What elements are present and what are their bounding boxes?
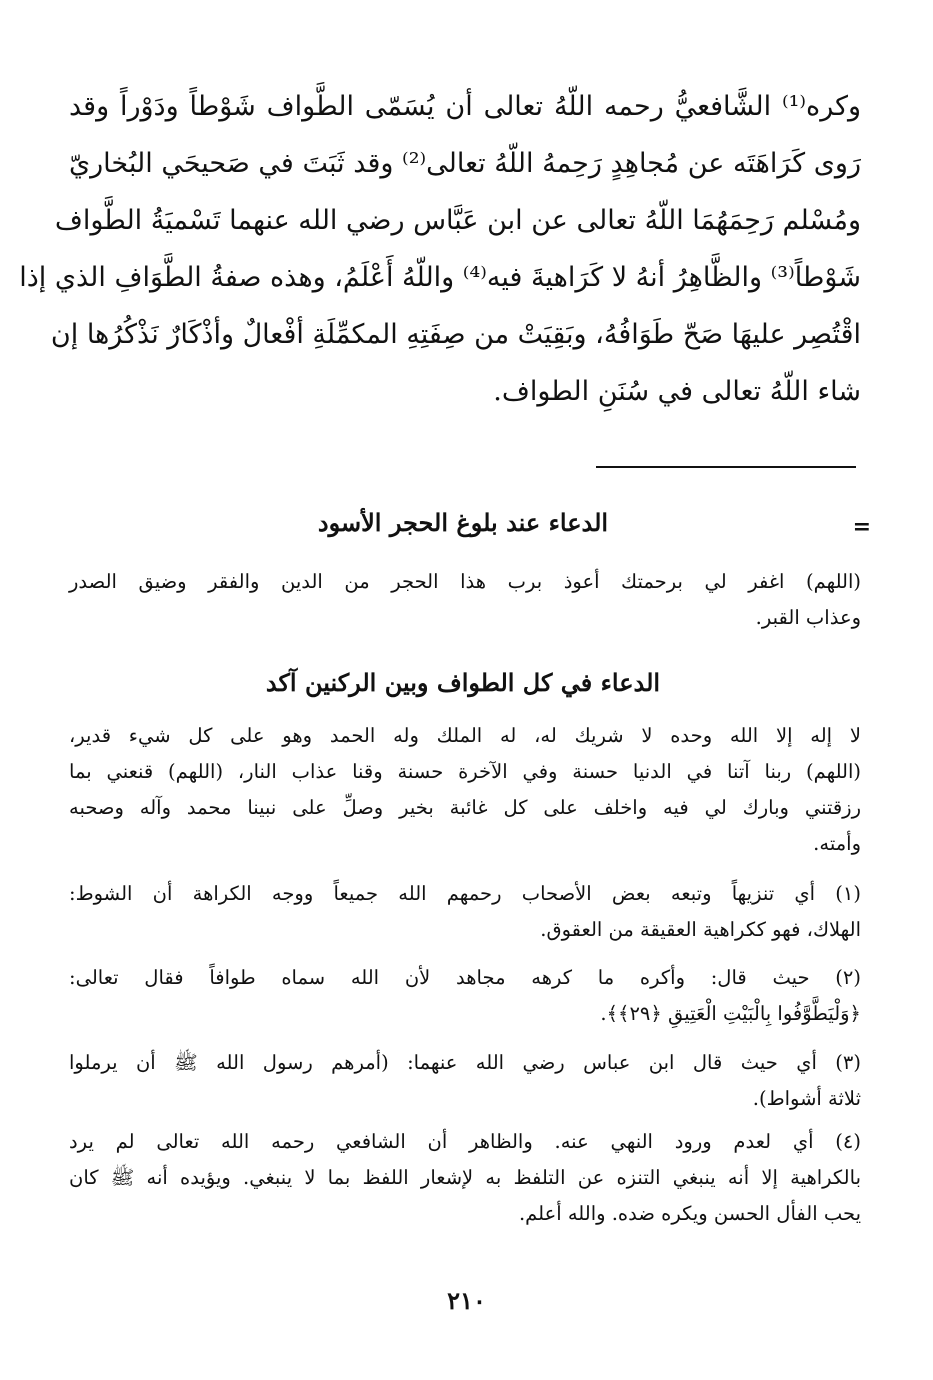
footnote-line: (٤) أي لعدم ورود النهي عنه. والظاهر أن الشافعي رحمه الله تعالى لم يرد xyxy=(69,1130,861,1153)
main-text-line: شَوْطاً⁽³⁾ والظَّاهِرُ أنهُ لا كَرَاهيةَ فيه⁽⁴⁾ واللّهُ أَعْلَمُ، وهذه صفةُ الطَّوَافِ الذي إذا xyxy=(19,262,861,293)
main-text-line: اقْتُصِر عليهَا صَحّ طَوَافُهُ، وبَقِيَتْ من صِفَتِهِ المكمِّلَةِ أفْعالٌ وأذْكَارٌ نَذْكُرُها إن xyxy=(50,319,861,350)
footnote-line: (٢) حيث قال: وأكره ما كرهه مجاهد لأن الله سماه طوافاً فقال تعالى: xyxy=(69,966,861,989)
dua-line: وعذاب القبر. xyxy=(755,606,861,629)
section-marker: = xyxy=(852,514,871,540)
dua-line: (اللهم) ربنا آتنا في الدنيا حسنة وفي الآخرة حسنة وقنا عذاب النار، (اللهم) قنعني بما xyxy=(69,760,861,783)
page-number: ٢١٠ xyxy=(447,1286,486,1315)
dua-line: (اللهم) اغفر لي برحمتك أعوذ برب هذا الحجر من الدين والفقر وضيق الصدر xyxy=(69,570,861,593)
main-text xyxy=(19,78,861,420)
footnote xyxy=(69,1124,861,1232)
footnote xyxy=(69,876,861,948)
dua-line: رزقتني وبارك لي فيه واخلف على كل غائبة بخير وصلِّ على نبينا محمد وآله وصحبه xyxy=(69,796,861,819)
main-text-line: ومُسْلم رَحِمَهُمَا اللّهُ تعالى عن ابن عَبَّاس رضي الله عنهما تَسْميَةُ الطَّواف xyxy=(54,205,861,236)
footnote-line: ﴿وَلْيَطَّوَّفُوا بِالْبَيْتِ الْعَتِيقِ ﴿٢٩﴾﴾. xyxy=(600,1002,861,1025)
footnote-line: (١) أي تنزيهاً وتبعه بعض الأصحاب رحمهم الله جميعاً ووجه الكراهة أن الشوط: xyxy=(69,882,861,905)
section-heading: الدعاء عند بلوغ الحجر الأسود xyxy=(317,508,609,537)
separator-line xyxy=(596,466,856,468)
section-heading: الدعاء في كل الطواف وبين الركنين آكد xyxy=(265,668,661,697)
footnote xyxy=(69,960,861,1032)
dua-line: لا إله إلا الله وحده لا شريك له، له الملك وله الحمد وهو على كل شيء قدير، xyxy=(69,724,861,747)
footnote-line: يحب الفأل الحسن ويكره ضده. والله أعلم. xyxy=(518,1202,861,1225)
footnote xyxy=(69,1045,861,1117)
footnote-line: الهلاك، فهو ككراهية العقيقة من العقوق. xyxy=(540,918,861,941)
footnote-line: بالكراهية إلا أنه ينبغي التنزه عن التلفظ به لإشعار اللفظ بما لا ينبغي. ويؤيده أنه ﷺ كان xyxy=(69,1166,861,1189)
main-text-line: شاء اللّهُ تعالى في سُنَنِ الطواف. xyxy=(493,376,861,407)
dua-tawaf xyxy=(69,718,861,862)
footnote-line: (٣) أي حيث قال ابن عباس رضي الله عنهما: (أمرهم رسول الله ﷺ أن يرملوا xyxy=(69,1051,861,1074)
main-text-line: وكره⁽¹⁾ الشَّافعيُّ رحمه اللّهُ تعالى أن يُسَمّى الطَّواف شَوْطاً ودَوْراً وقد xyxy=(69,91,861,122)
footnote-line: ثلاثة أشواط). xyxy=(752,1087,861,1110)
dua-black-stone xyxy=(69,564,861,636)
dua-line: وأمته. xyxy=(813,832,861,855)
main-text-line: رَوى كَرَاهَتَه عن مُجاهِدٍ رَحِمهُ اللّهُ تعالى⁽²⁾ وقد ثَبَتَ في صَحيحَي البُخاريّ xyxy=(69,148,861,179)
